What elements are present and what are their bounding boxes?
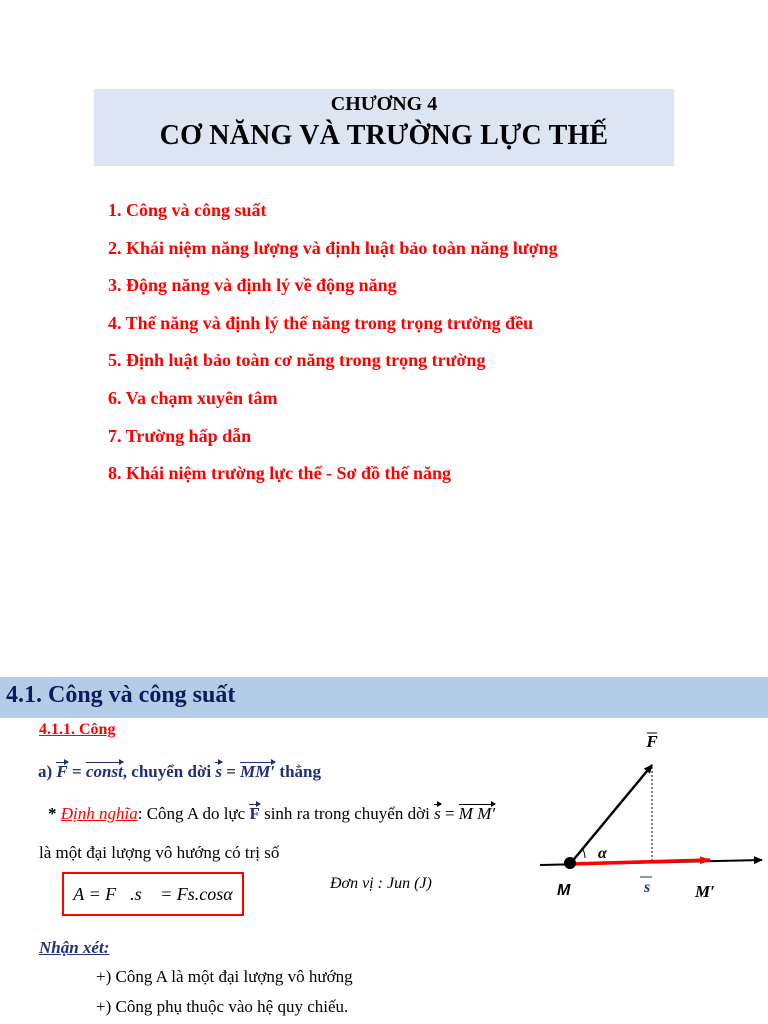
force-displacement-diagram — [530, 725, 768, 910]
mm-vector-symbol: MM′ — [240, 762, 276, 781]
force-vector-symbol: F — [249, 804, 260, 823]
toc-item: 8. Khái niệm trường lực thế - Sơ đồ thế năng — [108, 463, 452, 484]
definition-star: * — [48, 804, 61, 823]
case-a-prefix: a) — [38, 762, 57, 781]
toc-item: 6. Va chạm xuyên tâm — [108, 387, 278, 408]
toc-item: 3. Động năng và định lý về động năng — [108, 275, 397, 296]
table-of-contents — [108, 197, 558, 498]
subsection-title: 4.1.1. Công — [39, 721, 116, 738]
remark-item: +) Công phụ thuộc vào hệ quy chiếu. — [96, 997, 349, 1016]
definition-text: : Công A do lực — [137, 804, 250, 823]
equals-sign: = — [221, 762, 241, 781]
displacement-label: s — [644, 879, 651, 896]
case-a-heading — [38, 762, 321, 782]
chapter-title: CƠ NĂNG VÀ TRƯỜNG LỰC THẾ — [159, 120, 609, 151]
case-a-suffix: thẳng — [275, 762, 321, 781]
toc-item: 5. Định luật bảo toàn cơ năng trong trọng trường — [108, 350, 486, 371]
toc-item: 1. Công và công suất — [108, 200, 267, 220]
section-title: 4.1. Công và công suất — [6, 682, 236, 708]
force-label: F — [646, 732, 658, 751]
unit-note: Đơn vị : Jun (J) — [330, 875, 432, 892]
point-m-prime-label: M′ — [695, 882, 715, 901]
equals-sign: = — [67, 762, 86, 781]
point-m — [564, 857, 576, 869]
section-header-bar — [0, 677, 768, 718]
definition-continuation: là một đại lượng vô hướng có trị số — [39, 843, 280, 862]
const-symbol: const — [85, 762, 123, 781]
angle-label: α — [598, 845, 607, 862]
work-formula-box: A = F⃗.s⃗ = Fs.cosα — [62, 872, 244, 916]
mm-vector-symbol: M M′ — [458, 804, 496, 823]
displacement-vector-symbol: s — [434, 804, 441, 823]
definition-line — [48, 804, 495, 824]
remark-label: Nhận xét: — [39, 938, 110, 957]
definition-label: Định nghĩa — [60, 804, 138, 823]
case-a-mid-text: , chuyển dời — [122, 762, 216, 781]
toc-item: 7. Trường hấp dẫn — [108, 425, 252, 446]
point-m-label: M — [557, 882, 571, 899]
toc-item: 4. Thế năng và định lý thế năng trong trọng trường đều — [108, 312, 534, 333]
displacement-vector-symbol: s — [215, 762, 222, 781]
definition-text: sinh ra trong chuyển dời — [259, 804, 435, 823]
displacement-arrow — [570, 860, 710, 864]
equals-sign: = — [440, 804, 459, 823]
force-vector-symbol: F — [56, 762, 68, 781]
chapter-number: CHƯƠNG 4 — [330, 93, 438, 115]
chapter-title-box — [94, 89, 674, 166]
remark-item: +) Công A là một đại lượng vô hướng — [96, 967, 353, 986]
toc-item: 2. Khái niệm năng lượng và định luật bảo toàn năng lượng — [108, 237, 558, 258]
